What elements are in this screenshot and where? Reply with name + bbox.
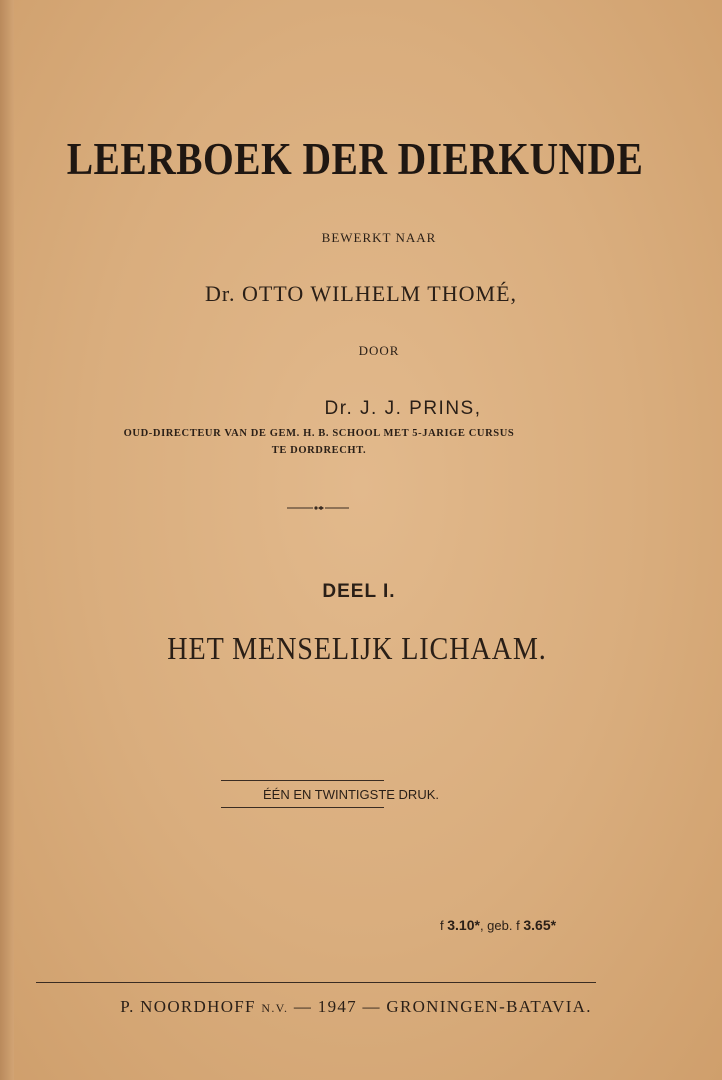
edition-rule-bottom <box>221 807 384 808</box>
page-edge <box>0 0 14 1080</box>
author1-prefix: Dr. <box>204 281 236 306</box>
price-value-1: 3.10* <box>447 917 480 933</box>
affiliation-line-1: OUD-DIRECTEUR VAN DE GEM. H. B. SCHOOL MET 5-JARIGE CURSUS <box>123 428 515 439</box>
author1-name: OTTO WILHELM THOMÉ, <box>241 281 518 306</box>
door-label: DOOR <box>358 343 400 358</box>
edition-rule-top <box>221 780 384 781</box>
affiliation-line-2: TE DORDRECHT. <box>271 445 367 456</box>
author2-name: J. J. PRINS, <box>360 398 482 419</box>
price-separator: , geb. <box>479 918 513 933</box>
price-currency-1: f <box>440 918 444 933</box>
publisher-footer <box>0 997 717 1017</box>
price-value-2: 3.65* <box>523 917 557 933</box>
volume-subtitle: HET MENSELIJK LICHAAM. <box>167 630 547 666</box>
book-title: LEERBOEK DER DIERKUNDE <box>66 133 644 184</box>
publisher-name: P. NOORDHOFF <box>120 997 256 1016</box>
author2-prefix: Dr. <box>324 398 354 419</box>
edition-label: ÉÉN EN TWINTIGSTE DRUK. <box>263 787 439 802</box>
bewerkt-naar-label: BEWERKT NAAR <box>321 230 437 245</box>
price-info <box>440 917 556 933</box>
original-author <box>0 281 722 307</box>
editor-author <box>42 398 722 420</box>
ornament-divider <box>287 504 349 512</box>
publisher-imprint: — 1947 — GRONINGEN-BATAVIA. <box>293 997 592 1016</box>
volume-label: DEEL I. <box>322 581 396 602</box>
price-currency-2: f <box>516 918 520 933</box>
footer-rule <box>36 982 596 983</box>
publisher-suffix: N.V. <box>261 1001 289 1015</box>
